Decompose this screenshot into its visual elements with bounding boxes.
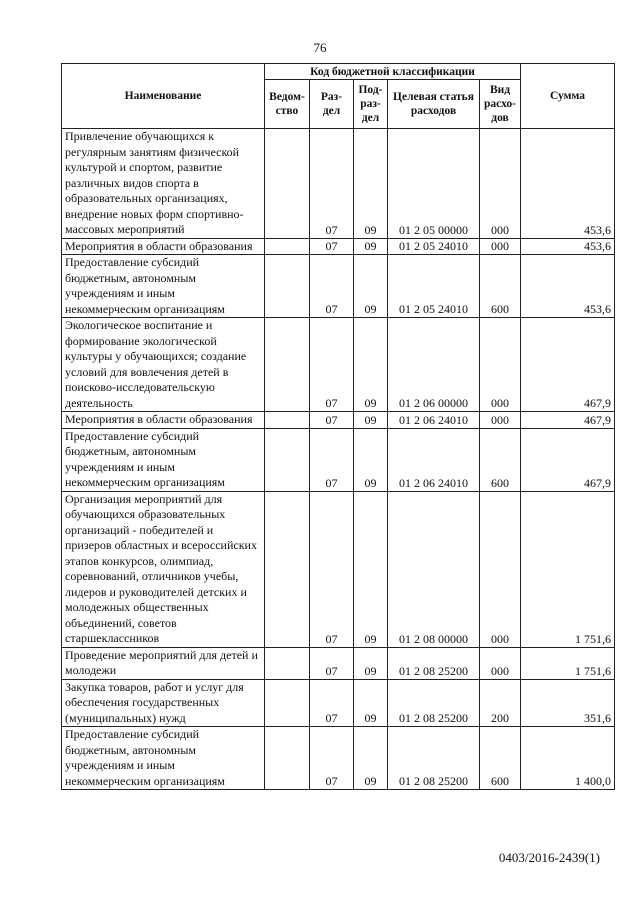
- row-vid: 600: [480, 428, 521, 491]
- row-vedomstvo: [265, 428, 310, 491]
- row-summa: 467,9: [521, 318, 615, 412]
- row-podrazdel: 09: [354, 491, 388, 647]
- row-name: Мероприятия в области образования: [62, 238, 265, 255]
- row-razdel: 07: [310, 727, 354, 790]
- table-row: [62, 491, 615, 647]
- row-celevaya: 01 2 05 24010: [388, 255, 480, 318]
- row-celevaya: 01 2 08 25200: [388, 679, 480, 727]
- table-row: [62, 238, 615, 255]
- row-summa: 453,6: [521, 129, 615, 239]
- row-podrazdel: 09: [354, 318, 388, 412]
- row-vedomstvo: [265, 412, 310, 429]
- row-celevaya: 01 2 08 00000: [388, 491, 480, 647]
- row-name: Проведение мероприятий для детей и молодежи: [62, 647, 265, 679]
- table-row: [62, 428, 615, 491]
- row-vid: 600: [480, 727, 521, 790]
- row-name: Привлечение обучающихся к регулярным занятиям физической культурой и спортом, развитие различных видов спорта в образовательных организациях, внедрение новых форм спортивно-массовых мероприятий: [62, 129, 265, 239]
- table-row: [62, 412, 615, 429]
- row-celevaya: 01 2 06 24010: [388, 428, 480, 491]
- row-vid: 000: [480, 647, 521, 679]
- row-celevaya: 01 2 08 25200: [388, 647, 480, 679]
- row-name: Мероприятия в области образования: [62, 412, 265, 429]
- row-razdel: 07: [310, 647, 354, 679]
- row-razdel: 07: [310, 412, 354, 429]
- row-podrazdel: 09: [354, 679, 388, 727]
- row-vedomstvo: [265, 679, 310, 727]
- row-celevaya: 01 2 05 24010: [388, 238, 480, 255]
- row-celevaya: 01 2 06 00000: [388, 318, 480, 412]
- row-razdel: 07: [310, 129, 354, 239]
- row-vid: 600: [480, 255, 521, 318]
- table-row: [62, 255, 615, 318]
- budget-table: [61, 63, 615, 790]
- row-vedomstvo: [265, 238, 310, 255]
- header-summa: Сумма: [521, 64, 615, 129]
- header-name: Наименование: [62, 64, 265, 129]
- row-razdel: 07: [310, 679, 354, 727]
- row-podrazdel: 09: [354, 255, 388, 318]
- row-name: Закупка товаров, работ и услуг для обеспечения государственных (муниципальных) нужд: [62, 679, 265, 727]
- row-name: Организация мероприятий для обучающихся образовательных организаций - победителей и призеров областных и всероссийских этапов конкурсов, олимпиад, соревнований, отличников учебы, лидеров и руководителей детских и молодежных общественных объединений, советов старшеклассников: [62, 491, 265, 647]
- header-podrazdel: Под-раз-дел: [354, 80, 388, 129]
- row-vid: 000: [480, 129, 521, 239]
- row-summa: 453,6: [521, 255, 615, 318]
- row-podrazdel: 09: [354, 428, 388, 491]
- row-summa: 467,9: [521, 412, 615, 429]
- row-podrazdel: 09: [354, 129, 388, 239]
- table-row: [62, 318, 615, 412]
- row-vid: 000: [480, 238, 521, 255]
- header-razdel: Раз-дел: [310, 80, 354, 129]
- row-vedomstvo: [265, 129, 310, 239]
- row-razdel: 07: [310, 428, 354, 491]
- row-vid: 000: [480, 318, 521, 412]
- row-name: Предоставление субсидий бюджетным, автономным учреждениям и иным некоммерческим организациям: [62, 727, 265, 790]
- row-summa: 467,9: [521, 428, 615, 491]
- row-summa: 1 751,6: [521, 491, 615, 647]
- row-podrazdel: 09: [354, 412, 388, 429]
- row-razdel: 07: [310, 238, 354, 255]
- row-name: Предоставление субсидий бюджетным, автономным учреждениям и иным некоммерческим организациям: [62, 428, 265, 491]
- row-name: Предоставление субсидий бюджетным, автономным учреждениям и иным некоммерческим организациям: [62, 255, 265, 318]
- row-vedomstvo: [265, 727, 310, 790]
- row-podrazdel: 09: [354, 727, 388, 790]
- row-celevaya: 01 2 05 00000: [388, 129, 480, 239]
- header-celevaya: Целевая статья расходов: [388, 80, 480, 129]
- row-podrazdel: 09: [354, 647, 388, 679]
- page-number: 76: [313, 40, 327, 55]
- header-vid: Вид расхо-дов: [480, 80, 521, 129]
- row-summa: 351,6: [521, 679, 615, 727]
- table-row: [62, 727, 615, 790]
- row-podrazdel: 09: [354, 238, 388, 255]
- table-row: [62, 679, 615, 727]
- row-celevaya: 01 2 08 25200: [388, 727, 480, 790]
- row-vid: 000: [480, 412, 521, 429]
- row-vid: 000: [480, 491, 521, 647]
- row-celevaya: 01 2 06 24010: [388, 412, 480, 429]
- row-vedomstvo: [265, 255, 310, 318]
- document-code: 0403/2016-2439(1): [498, 850, 600, 865]
- row-razdel: 07: [310, 491, 354, 647]
- row-vedomstvo: [265, 318, 310, 412]
- row-vedomstvo: [265, 647, 310, 679]
- row-name: Экологическое воспитание и формирование экологической культуры у обучающихся; создание условий для вовлечения детей в поисково-исследовательскую деятельность: [62, 318, 265, 412]
- row-summa: 1 751,6: [521, 647, 615, 679]
- header-code-group: Код бюджетной классификации: [265, 64, 521, 80]
- row-razdel: 07: [310, 255, 354, 318]
- row-razdel: 07: [310, 318, 354, 412]
- table-row: [62, 647, 615, 679]
- table-row: [62, 129, 615, 239]
- row-summa: 453,6: [521, 238, 615, 255]
- row-summa: 1 400,0: [521, 727, 615, 790]
- header-vedomstvo: Ведом-ство: [265, 80, 310, 129]
- row-vedomstvo: [265, 491, 310, 647]
- row-vid: 200: [480, 679, 521, 727]
